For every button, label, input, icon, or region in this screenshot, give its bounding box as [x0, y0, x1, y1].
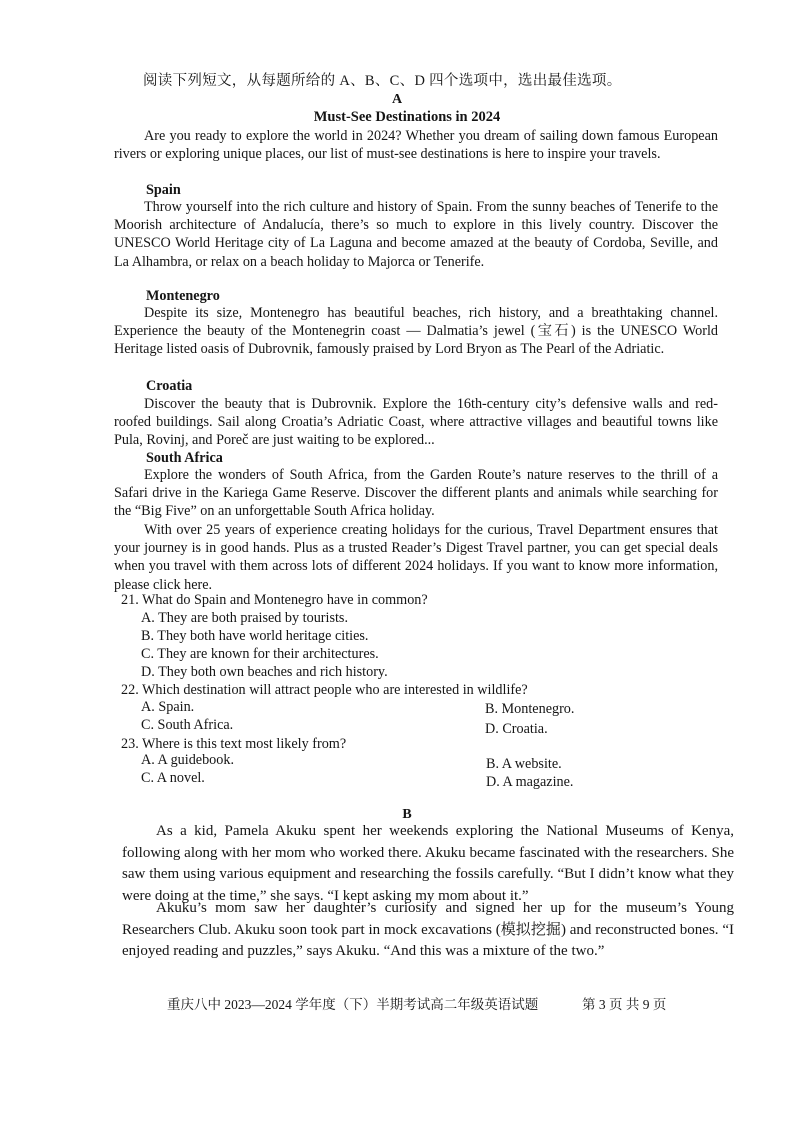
- section-b-text-1: As a kid, Pamela Akuku spent her weekends exploring the National Museums of Kenya, following along with her mom who worked there. Akuku became fascinated with the researchers. She saw them using various equipment and researching the fossils carefully. “But I didn’t know what they were doing at the time,” she says. “I kept asking my mom about it.”: [122, 823, 734, 904]
- south-africa-heading: South Africa: [146, 450, 223, 466]
- question-23: 23. Where is this text most likely from?: [121, 736, 347, 752]
- section-a-letter: A: [391, 92, 403, 107]
- q21-option-c: C. They are known for their architectures.: [141, 646, 379, 662]
- question-22: 22. Which destination will attract people who are interested in wildlife?: [121, 682, 528, 698]
- closing-text: With over 25 years of experience creating holidays for the curious, Travel Department ensures that your journey is in good hands. Plus as a trusted Reader’s Digest Travel partner, you can get special deals when you travel with them across lots of different 2024 holidays. If you want to know more information, please click here.: [114, 522, 718, 593]
- croatia-heading: Croatia: [146, 378, 193, 394]
- q23-option-a: A. A guidebook.: [141, 752, 235, 768]
- croatia-paragraph: [114, 395, 718, 450]
- footer-page-info: 第 3 页 共 9 页: [582, 997, 667, 1012]
- q23-option-d: D. A magazine.: [486, 774, 574, 790]
- spain-paragraph: [114, 198, 718, 271]
- section-b-letter: B: [402, 807, 412, 822]
- south-africa-text: Explore the wonders of South Africa, from the Garden Route’s nature reserves to the thrill of a Safari drive in the Kariega Game Reserve. Discover the different plants and animals while searching for the “Big Five” on an unforgettable South Africa holiday.: [114, 467, 718, 520]
- footer-exam-title: 重庆八中 2023—2024 学年度（下）半期考试高二年级英语试题: [167, 997, 539, 1012]
- intro-text: Are you ready to explore the world in 2024? Whether you dream of sailing down famous European rivers or exploring unique places, our list of must-see destinations is here to inspire your travels.: [114, 128, 718, 163]
- q22-option-c: C. South Africa.: [141, 717, 234, 733]
- passage-title: Must-See Destinations in 2024: [313, 109, 501, 125]
- croatia-text: Discover the beauty that is Dubrovnik. Explore the 16th-century city’s defensive walls and red-roofed buildings. Sail along Croatia’s Adriatic Coast, where attractive villages and beautiful towns like Pula, Rovinj, and Poreč are just waiting to be explored...: [114, 396, 718, 449]
- q23-option-c: C. A novel.: [141, 770, 205, 786]
- section-b-paragraph-1: [122, 821, 734, 907]
- q22-option-d: D. Croatia.: [485, 721, 548, 737]
- montenegro-text: Despite its size, Montenegro has beautiful beaches, rich history, and a breathtaking channel. Experience the beauty of the Montenegrin coast — Dalmatia’s jewel (宝石) is the UNESCO World Heritage listed oasis of Dubrovnik, famously praised by Lord Bryon as The Pearl of the Adriatic.: [114, 305, 718, 358]
- q22-option-b: B. Montenegro.: [485, 701, 575, 717]
- q21-option-a: A. They are both praised by tourists.: [141, 610, 348, 626]
- q21-option-d: D. They both own beaches and rich history.: [141, 664, 388, 680]
- south-africa-paragraph: [114, 466, 718, 521]
- q22-option-a: A. Spain.: [141, 699, 195, 715]
- q21-option-b: B. They both have world heritage cities.: [141, 628, 369, 644]
- intro-paragraph: [114, 127, 718, 163]
- q23-option-b: B. A website.: [486, 756, 562, 772]
- spain-heading: Spain: [146, 182, 181, 198]
- reading-instruction: 阅读下列短文，从每题所给的 A、B、C、D 四个选项中，选出最佳选项。: [143, 73, 622, 89]
- spain-text: Throw yourself into the rich culture and history of Spain. From the sunny beaches of Tenerife to the Moorish architecture of Andalucía, there’s so much to explore in this lively country. Discover the UNESCO World Heritage city of La Laguna and become amazed at the beauty of Cordoba, Seville, and La Alhambra, or relax on a beach holiday to Majorca or Tenerife.: [114, 199, 718, 270]
- question-21: 21. What do Spain and Montenegro have in common?: [121, 592, 428, 608]
- montenegro-heading: Montenegro: [146, 288, 220, 304]
- section-b-paragraph-2: [122, 898, 734, 963]
- montenegro-paragraph: [114, 304, 718, 359]
- closing-paragraph: [114, 521, 718, 594]
- section-b-text-2: Akuku’s mom saw her daughter’s curiosity and signed her up for the museum’s Young Researchers Club. Akuku soon took part in mock excavations (模拟挖掘) and reconstructed bones. “I enjoyed reading and puzzles,” says Akuku. “And this was a mixture of the two.”: [122, 900, 734, 959]
